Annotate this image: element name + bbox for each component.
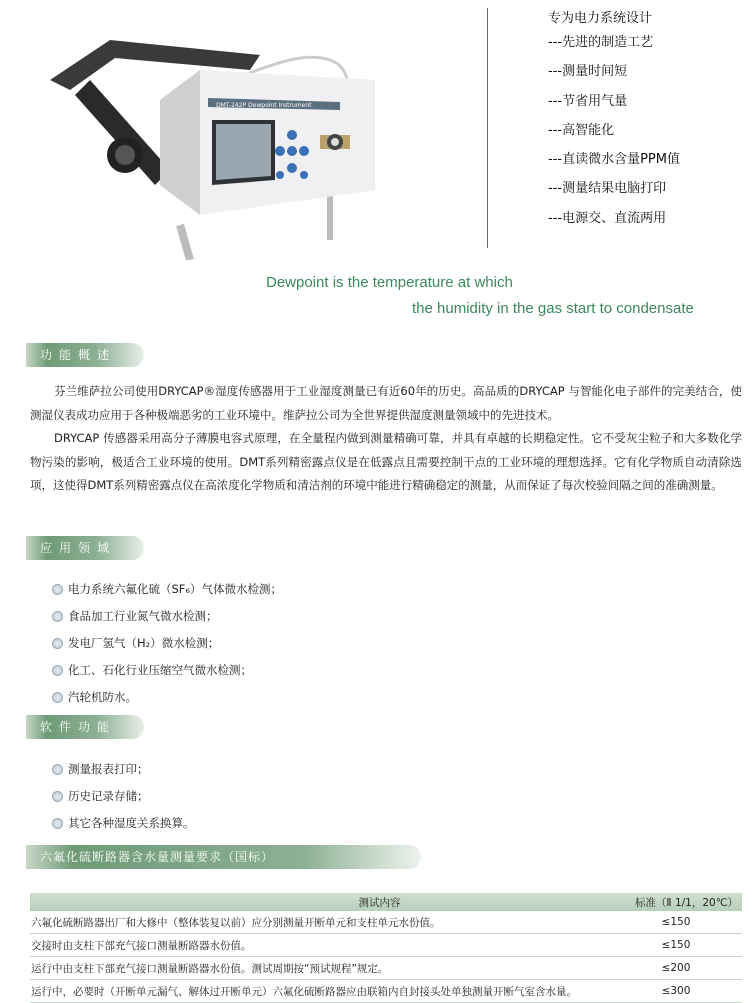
section-heading-overview: 功能概述 [26, 343, 144, 367]
application-list [52, 576, 282, 711]
table-header-row [30, 893, 742, 911]
bullet-icon [52, 638, 63, 649]
feature-item: ---高智能化 [548, 122, 615, 138]
table-row [30, 911, 742, 934]
table-cell: 交接时由支柱下部充气接口测量断路器水份值。 [30, 934, 610, 957]
feature-item: ---测量结果电脑打印 [548, 181, 667, 197]
intro-paragraph-2 [30, 427, 742, 498]
table-row [30, 980, 742, 1003]
bullet-icon [52, 611, 63, 622]
list-item [52, 576, 282, 603]
list-item-text: 食品加工行业氮气微水检测； [68, 609, 218, 623]
table-header: 标准（Ⅱ 1/1，20℃） [610, 893, 742, 911]
slogan-line-2: the humidity in the gas start to condensate [412, 300, 694, 317]
list-item [52, 603, 282, 630]
table-row [30, 934, 742, 957]
table-cell: ≤200 [610, 957, 742, 980]
feature-item: ---节省用气量 [548, 93, 628, 109]
divider-line [487, 8, 488, 248]
table-cell: ≤150 [610, 934, 742, 957]
table-cell: ≤300 [610, 980, 742, 1003]
feature-list [548, 10, 748, 239]
list-item [52, 756, 195, 783]
intro-paragraph-1 [30, 380, 742, 427]
bullet-icon [52, 692, 63, 703]
list-item-text: 汽轮机防水。 [68, 690, 137, 704]
list-item-text: 电力系统六氟化硫（SF₆）气体微水检测； [68, 582, 283, 596]
bullet-icon [52, 665, 63, 676]
section-heading-standard: 六氟化硫断路器含水量测量要求（国标） [26, 845, 421, 869]
feature-item: ---先进的制造工艺 [548, 35, 654, 50]
section-heading-applications: 应用领域 [26, 536, 144, 560]
list-item-text: 历史记录存储； [68, 789, 149, 803]
list-item-text: 化工、石化行业压缩空气微水检测； [68, 663, 252, 677]
section-heading-software: 软件功能 [26, 715, 144, 739]
bullet-icon [52, 818, 63, 829]
list-item-text: 测量报表打印； [68, 762, 149, 776]
table-cell: 六氟化硫断路器出厂和大修中（整体装复以前）应分别测量开断单元和支柱单元水份值。 [30, 911, 610, 934]
list-item-text: 其它各种湿度关系换算。 [68, 816, 195, 830]
list-item [52, 630, 282, 657]
dewpoint-instrument-image [30, 10, 450, 260]
software-list [52, 756, 195, 837]
list-item [52, 810, 195, 837]
feature-title: 专为电力系统设计 [548, 11, 653, 26]
table-cell: ≤150 [610, 911, 742, 934]
feature-item: ---测量时间短 [548, 64, 628, 80]
slogan-line-1: Dewpoint is the temperature at which [266, 274, 513, 291]
standard-table [30, 893, 742, 1003]
device-label: DMT-242P Dewpoint Instrument [216, 102, 312, 109]
list-item-text: 发电厂氢气（H₂）微水检测； [68, 636, 220, 650]
feature-item: ---电源交、直流两用 [548, 210, 667, 226]
feature-item: ---直读微水含量PPM值 [548, 152, 680, 168]
bullet-icon [52, 584, 63, 595]
list-item [52, 783, 195, 810]
table-header: 测试内容 [30, 893, 610, 911]
list-item [52, 684, 282, 711]
intro-text-2: DRYCAP 传感器采用高分子薄膜电容式原理，在全量程内做到测量精确可靠，并具有卓越的长期稳定性。它不受灰尘粒子和大多数化学物污染的影响，极适合工业环境的使用。DMT系列精密露点仪是在低露点且需要控制干点的工业环境的理想选择。它有化学物质自动清除选项，这使得DMT系列精密露点仪在高浓度化学物质和清洁剂的环境中能进行精确稳定的测量，从而保证了每次校验间隔之间的准确测量。 [30, 431, 742, 492]
table-cell: 运行中由支柱下部充气接口测量断路器水份值。测试周期按“预试规程”规定。 [30, 957, 610, 980]
bullet-icon [52, 764, 63, 775]
intro-text-1: 芬兰维萨拉公司使用DRYCAP®湿度传感器用于工业湿度测量已有近60年的历史。高品质的DRYCAP 与智能化电子部件的完美结合，使测湿仪表成功应用于各种极端恶劣的工业环境中。维萨拉公司为全世界提供湿度测量领域中的先进技术。 [30, 384, 742, 422]
table-row [30, 957, 742, 980]
list-item [52, 657, 282, 684]
table-cell: 运行中，必要时（开断单元漏气、解体过开断单元）六氟化硫断路器应由联箱内自封接头处单独测量开断气室含水量。 [30, 980, 610, 1003]
bullet-icon [52, 791, 63, 802]
